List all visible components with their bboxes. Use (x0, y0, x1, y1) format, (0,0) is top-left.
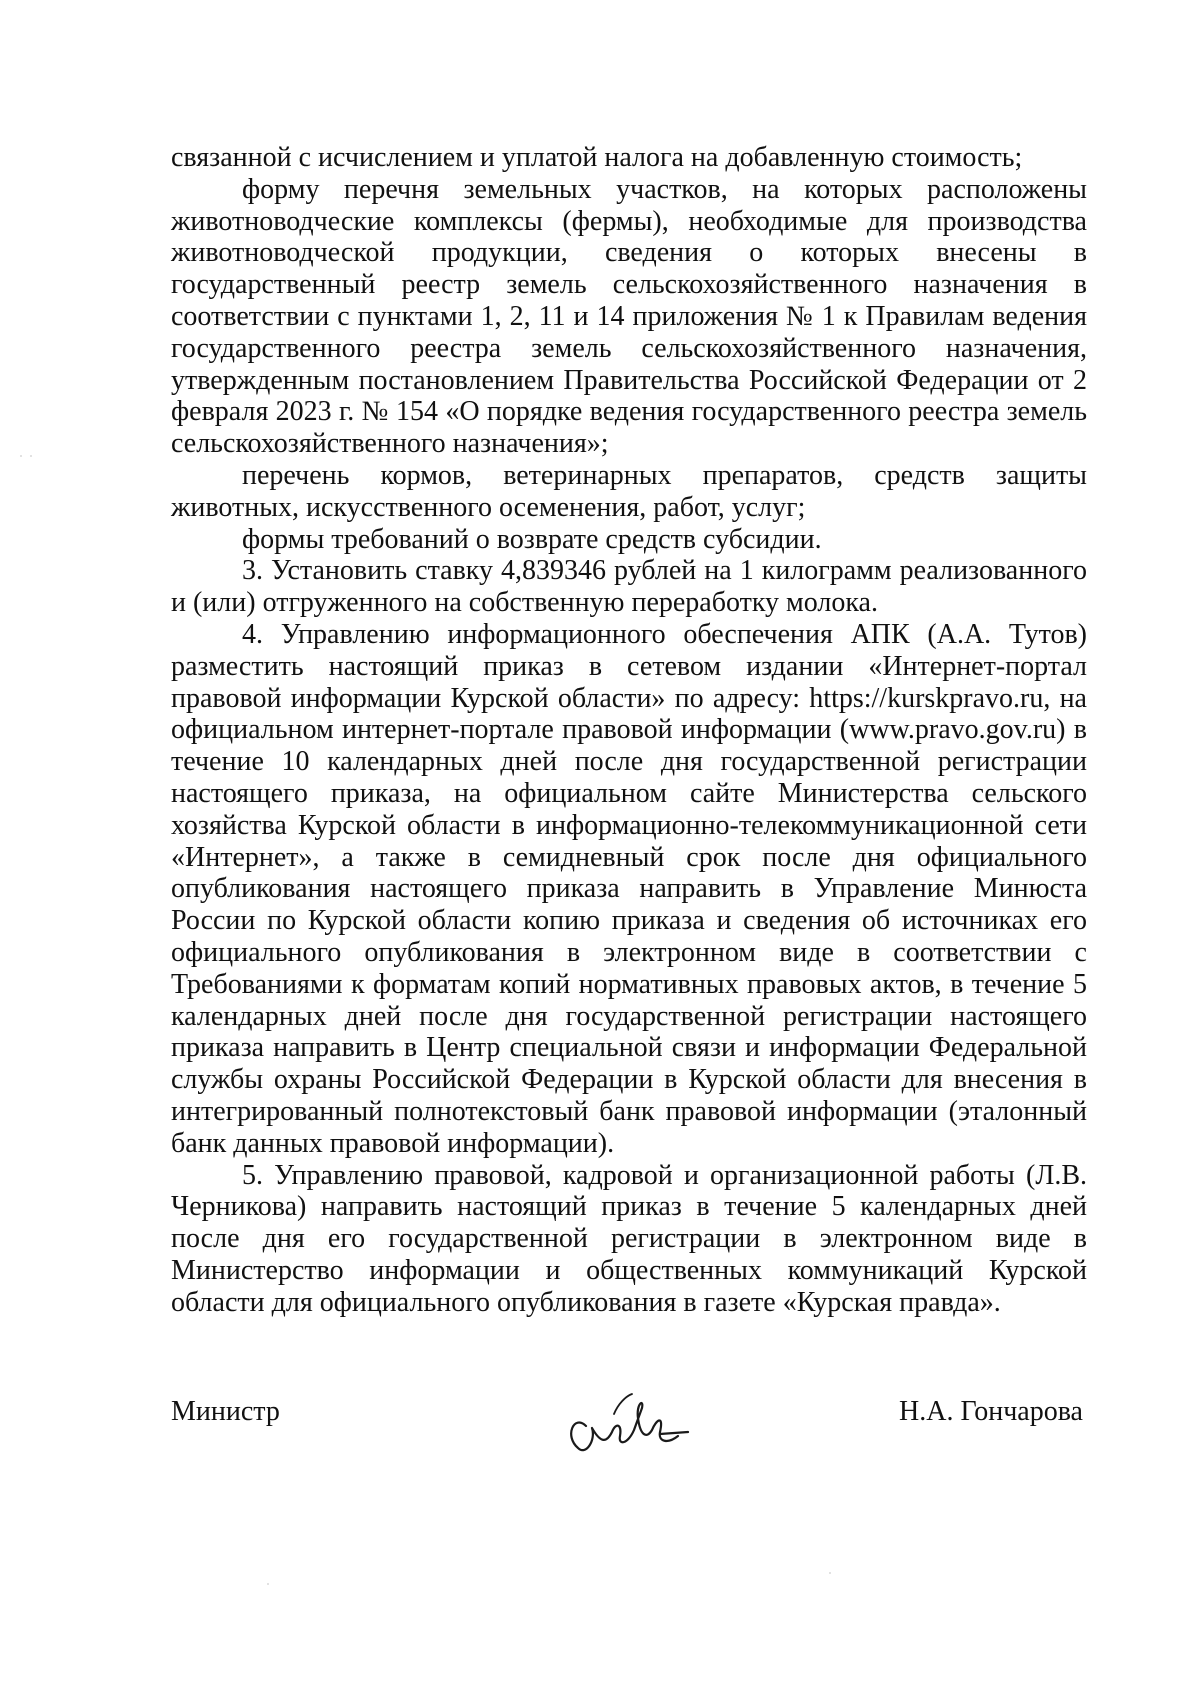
scan-speck (30, 455, 32, 457)
paragraph-feed-list: перечень кормов, ветеринарных препаратов, средств защиты животных, искусственного осеменения, работ, услуг; (171, 459, 1087, 523)
document-body (171, 142, 1087, 1318)
signatory-position: Министр (171, 1396, 280, 1427)
paragraph-item-3-rate: 3. Установить ставку 4,839346 рублей на 1 килограмм реализованного и (или) отгруженного на собственную переработку молока. (171, 555, 1087, 619)
scan-speck (267, 1583, 269, 1585)
paragraph-item-4-publication: 4. Управлению информационного обеспечения АПК (А.А. Тутов) разместить настоящий приказ в сетевом издании «Интернет-портал правовой информации Курской области» по адресу: https://kurskpravo.ru, на официальном интернет-портале правовой информации (www.pravo.gov.ru) в течение 10 календарных дней после дня государственной регистрации настоящего приказа, на официальном сайте Министерства сельского хозяйства Курской области в информационно-телекоммуникационной сети «Интернет», а также в семидневный срок после дня официального опубликования настоящего приказа направить в Управление Минюста России по Курской области копию приказа и сведения об источниках его официального опубликования в электронном виде в соответствии с Требованиями к форматам копий нормативных правовых актов, в течение 5 календарных дней после дня государственной регистрации настоящего приказа направить в Центр специальной связи и информации Федеральной службы охраны Российской Федерации в Курской области для внесения в интегрированный полнотекстовый банк правовой информации (эталонный банк данных правовой информации). (171, 618, 1087, 1159)
paragraph-land-plots-form: форму перечня земельных участков, на которых расположены животноводческие комплексы (фермы), необходимые для производства животноводческой продукции, сведения о которых внесены в государственный реестр земель сельскохозяйственного назначения в соответствии с пунктами 1, 2, 11 и 14 приложения № 1 к Правилам ведения государственного реестра земель сельскохозяйственного назначения, утвержденным постановлением Правительства Российской Федерации от 2 февраля 2023 г. № 154 «О порядке ведения государственного реестра земель сельскохозяйственного назначения»; (171, 173, 1087, 460)
paragraph-refund-forms: формы требований о возврате средств субсидии. (242, 523, 822, 555)
paragraph-item-5-legal-dept: 5. Управлению правовой, кадровой и организационной работы (Л.В. Черникова) направить настоящий приказ в течение 5 календарных дней после дня его государственной регистрации в электронном виде в Министерство информации и общественных коммуникаций Курской области для официального опубликования в газете «Курская правда». (171, 1159, 1087, 1318)
signature-block (171, 1388, 1087, 1478)
signatory-name: Н.А. Гончарова (899, 1396, 1083, 1427)
scan-speck (829, 1572, 831, 1574)
paragraph-vat: связанной с исчислением и уплатой налога на добавленную стоимость; (171, 142, 1023, 173)
handwritten-signature (556, 1374, 706, 1470)
scan-speck (20, 455, 22, 457)
